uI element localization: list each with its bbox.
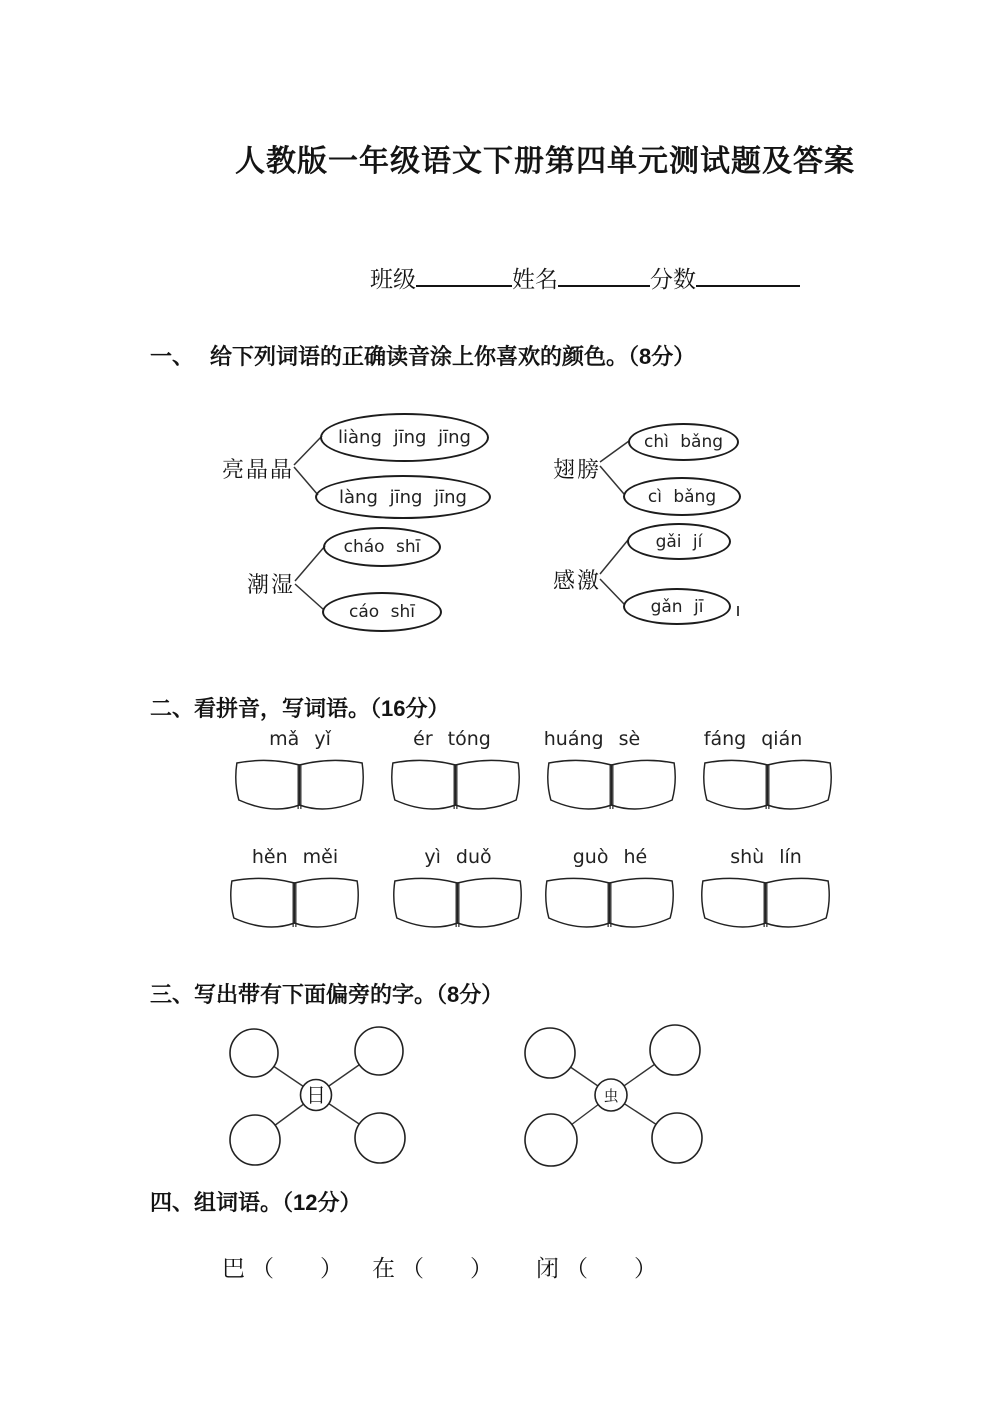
pinyin-label: huáng sè <box>543 728 641 750</box>
pinyin-option-oval: cháo shī <box>323 527 441 567</box>
q2-heading <box>150 692 450 723</box>
q1-heading <box>150 340 695 371</box>
pinyin-option-oval: làng jīng jīng <box>315 475 491 519</box>
pinyin-label: fáng qián <box>703 728 803 750</box>
q4-number: 四、 <box>150 1190 195 1215</box>
answer-book-icon <box>543 758 680 812</box>
connector-lines <box>0 400 1000 650</box>
pinyin-label: guò hé <box>572 846 648 868</box>
answer-book-icon <box>231 758 368 812</box>
class-label: 班级 <box>370 267 416 292</box>
q1-title: 给下列词语的正确读音涂上你喜欢的颜色。（8分） <box>210 344 696 369</box>
q4-heading <box>150 1186 362 1217</box>
pinyin-option-oval: cáo shī <box>322 592 442 632</box>
pinyin-option-oval: gǎi jí <box>627 523 731 560</box>
pinyin-label: yì duǒ <box>424 846 492 868</box>
word-building-item <box>536 1250 657 1283</box>
pinyin-option-oval: cì bǎng <box>623 477 741 516</box>
score-label: 分数 <box>650 267 696 292</box>
q1-word: 潮湿 <box>247 572 296 597</box>
q4-blank-parens: （ ） <box>401 1256 493 1281</box>
q1-word: 感激 <box>553 568 602 593</box>
q4-blank-parens: （ ） <box>565 1256 657 1281</box>
word-building-item <box>222 1250 343 1283</box>
answer-book-icon <box>699 758 836 812</box>
q3-heading <box>150 978 503 1009</box>
pinyin-label: mǎ yǐ <box>269 728 331 750</box>
pinyin-label: ér tóng <box>413 728 491 750</box>
radical-spider-diagram <box>225 1023 410 1168</box>
score-blank <box>696 260 800 287</box>
student-info-row <box>370 260 800 294</box>
q2-title: 看拼音，写词语。（16分） <box>194 696 450 721</box>
pinyin-option-oval: liàng jīng jīng <box>320 413 489 462</box>
q1-word: 翅膀 <box>553 457 602 482</box>
q2-number: 二、 <box>150 696 195 721</box>
page-title: 人教版一年级语文下册第四单元测试题及答案 <box>235 145 855 178</box>
pinyin-label: shù lín <box>730 846 802 868</box>
q4-title: 组词语。（12分） <box>194 1190 362 1215</box>
pinyin-label: hěn měi <box>251 846 339 868</box>
answer-book-icon <box>226 876 363 930</box>
q1-number: 一、 <box>150 344 195 369</box>
q4-character: 巴 <box>222 1256 245 1281</box>
stray-mark <box>737 606 739 616</box>
q3-number: 三、 <box>150 982 195 1007</box>
q1-pronunciation-diagram <box>0 400 1000 650</box>
class-blank <box>416 260 512 287</box>
radical-spider-diagram <box>520 1023 705 1168</box>
answer-book-icon <box>389 876 526 930</box>
answer-book-icon <box>387 758 524 812</box>
name-label: 姓名 <box>512 267 558 292</box>
q4-character: 在 <box>372 1256 395 1281</box>
answer-book-icon <box>697 876 834 930</box>
radical-label: 虫 <box>603 1089 619 1105</box>
pinyin-option-oval: chì bǎng <box>628 423 739 461</box>
word-building-item <box>372 1250 493 1283</box>
name-blank <box>558 260 650 287</box>
answer-book-icon <box>541 876 678 930</box>
q4-character: 闭 <box>536 1256 559 1281</box>
q3-title: 写出带有下面偏旁的字。（8分） <box>194 982 504 1007</box>
pinyin-option-oval: gǎn jī <box>623 588 731 625</box>
radical-label: 日 <box>306 1085 326 1107</box>
q4-blank-parens: （ ） <box>251 1256 343 1281</box>
q1-word: 亮晶晶 <box>222 457 295 482</box>
